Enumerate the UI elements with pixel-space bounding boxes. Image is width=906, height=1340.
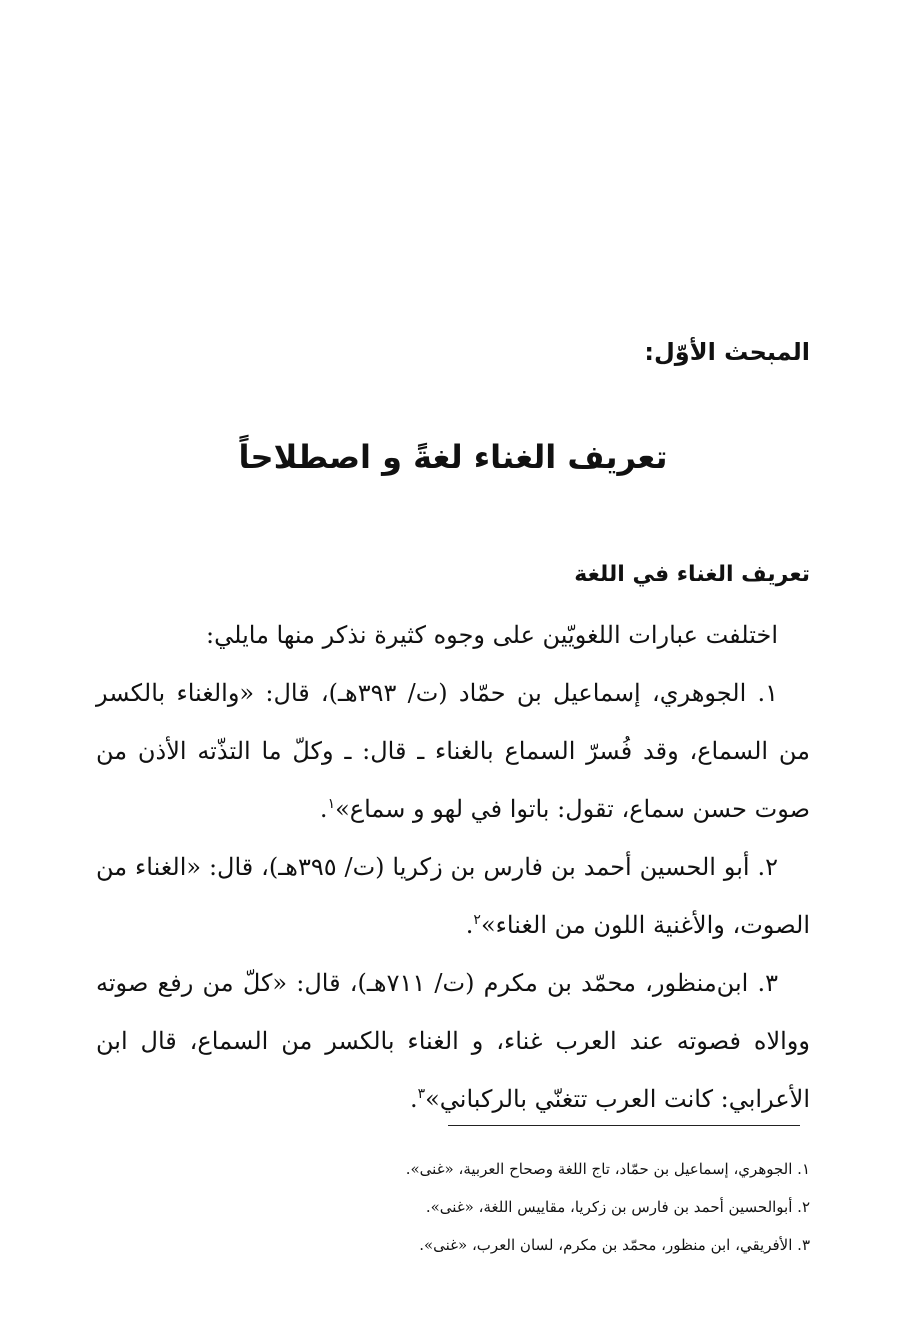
body-text xyxy=(96,606,810,1128)
intro-paragraph: اختلفت عبارات اللغويّين على وجوه كثيرة نذكر منها مايلي: xyxy=(206,621,778,649)
footnotes xyxy=(96,1150,810,1264)
footnote-ref[interactable]: ٣ xyxy=(417,1086,426,1102)
end-mark: . xyxy=(465,911,474,939)
definition-text: ٢. أبو الحسين أحمد بن فارس بن زكريا (ت/ ٣٩٥هـ)، قال: «الغناء من الصوت، والأغنية اللون من الغناء» xyxy=(96,853,810,939)
footnote-3: ٣. الأفريقي، ابن منظور، محمّد بن مكرم، لسان العرب، «غنى». xyxy=(419,1236,810,1254)
footnote-divider xyxy=(448,1125,800,1126)
chapter-heading: المبحث الأوّل: xyxy=(644,338,810,366)
footnote-ref[interactable]: ١ xyxy=(327,796,336,812)
definition-item-3 xyxy=(96,954,810,1128)
main-title: تعريف الغناء لغةً و اصطلاحاً xyxy=(238,438,668,476)
end-mark: . xyxy=(319,795,328,823)
footnote-2: ٢. أبوالحسين أحمد بن فارس بن زكريا، مقاييس اللغة، «غنى». xyxy=(425,1198,810,1216)
definition-item-2 xyxy=(96,838,810,954)
section-heading: تعريف الغناء في اللغة xyxy=(574,562,810,587)
end-mark: . xyxy=(409,1085,418,1113)
definition-item-1 xyxy=(96,664,810,838)
definition-text: ١. الجوهري، إسماعيل بن حمّاد (ت/ ٣٩٣هـ)، قال: «والغناء بالكسر من السماع، وقد فُسرّ السماع بالغناء ـ قال: ـ وكلّ ما التذّته الأذن من صوت حسن سماع، تقول: باتوا في لهو و سماع» xyxy=(96,679,810,823)
footnote-ref[interactable]: ٢ xyxy=(473,912,481,928)
definition-text: ٣. ابن‌منظور، محمّد بن مكرم (ت/ ٧١١هـ)، قال: «كلّ من رفع صوته ووالاه فصوته عند العرب غناء، و الغناء بالكسر من السماع، قال ابن الأعرابي: كانت العرب تتغنّي بالركباني» xyxy=(96,969,810,1113)
footnote-1: ١. الجوهري، إسماعيل بن حمّاد، تاج اللغة وصحاح العربية، «غنى». xyxy=(405,1160,810,1178)
